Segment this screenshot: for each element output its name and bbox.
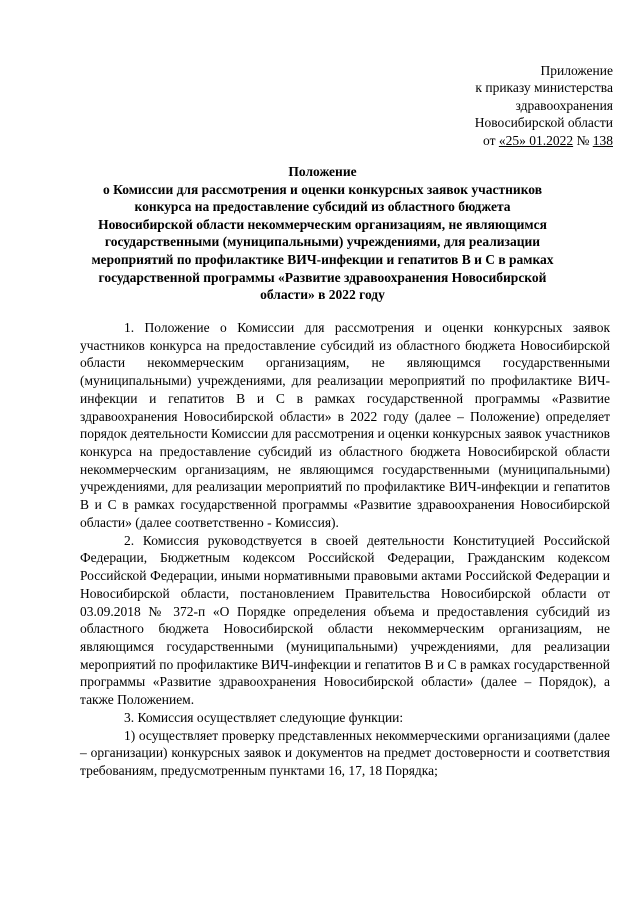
title-line: государственной программы «Развитие здравоохранения Новосибирской [98,269,547,285]
appendix-line: здравоохранения [515,97,613,113]
document-title [80,163,565,304]
appendix-order-line [475,132,613,149]
appendix-line: Приложение [540,63,613,78]
appendix-line: Новосибирской области [474,115,613,131]
order-prefix: от [483,132,499,148]
order-date: «25» 01.2022 [498,132,574,148]
paragraph-3-item-1: 1) осуществляет проверку представленных некоммерческими организациями (далее – организации) конкурсных заявок и документов на предмет достоверности и соответствия требованиям, предусмотренным пунктами 16, 17, 18 Порядка; [80,727,610,778]
title-line: Положение [288,164,357,179]
title-line: о Комиссии для рассмотрения и оценки конкурсных заявок участников [102,181,543,197]
order-number-sign: № [573,132,593,148]
title-line: государственными (муниципальными) учреждениями, для реализации [104,234,541,250]
paragraph-2: 2. Комиссия руководствуется в своей деятельности Конституцией Российской Федерации, Бюджетным кодексом Российской Федерации, Гражданским кодексом Российской Федерации, иными нормативными правовыми актами Российской Федерации и Новосибирской области, постановлением Правительства Новосибирской области от 03.09.2018 № 372-п «О Порядке определения объема и предоставления субсидий из областного бюджета Новосибирской области некоммерческим организациям, не являющимся государственными (муниципальными) учреждениями, для реализации мероприятий по профилактике ВИЧ-инфекции и гепатитов В и С в рамках государственной программы «Развитие здравоохранения Новосибирской области» (далее – Порядок), а также Положением. [80,532,610,708]
title-line: Новосибирской области некоммерческим организациям, не являющимся [98,216,547,232]
title-line: мероприятий по профилактике ВИЧ-инфекции и гепатитов В и С в рамках [91,251,554,267]
order-number: 138 [592,132,613,148]
document-body [80,319,610,780]
appendix-line: к приказу министерства [475,80,613,96]
paragraph-1: 1. Положение о Комиссии для рассмотрения и оценки конкурсных заявок участников конкурса на предоставление субсидий из областного бюджета Новосибирской области некоммерческим организациям, не являющимся государственными (муниципальными) учреждениями, для реализации мероприятий по профилактике ВИЧ-инфекции и гепатитов В и С в рамках государственной программы «Развитие здравоохранения Новосибирской области» в 2022 году (далее – Положение) определяет порядок деятельности Комиссии для рассмотрения и оценки конкурсных заявок участников конкурса на предоставление субсидий из областного бюджета Новосибирской области некоммерческим организациям, не являющимся государственными (муниципальными) учреждениями, для реализации мероприятий по профилактике ВИЧ-инфекции и гепатитов В и С в рамках государственной программы «Развитие здравоохранения Новосибирской области» (далее соответственно - Комиссия). [80,320,610,530]
appendix-block [475,62,613,149]
title-line: конкурса на предоставление субсидий из областного бюджета [134,199,511,215]
title-line: области» в 2022 году [260,287,385,303]
paragraph-3: 3. Комиссия осуществляет следующие функции: [124,709,404,725]
